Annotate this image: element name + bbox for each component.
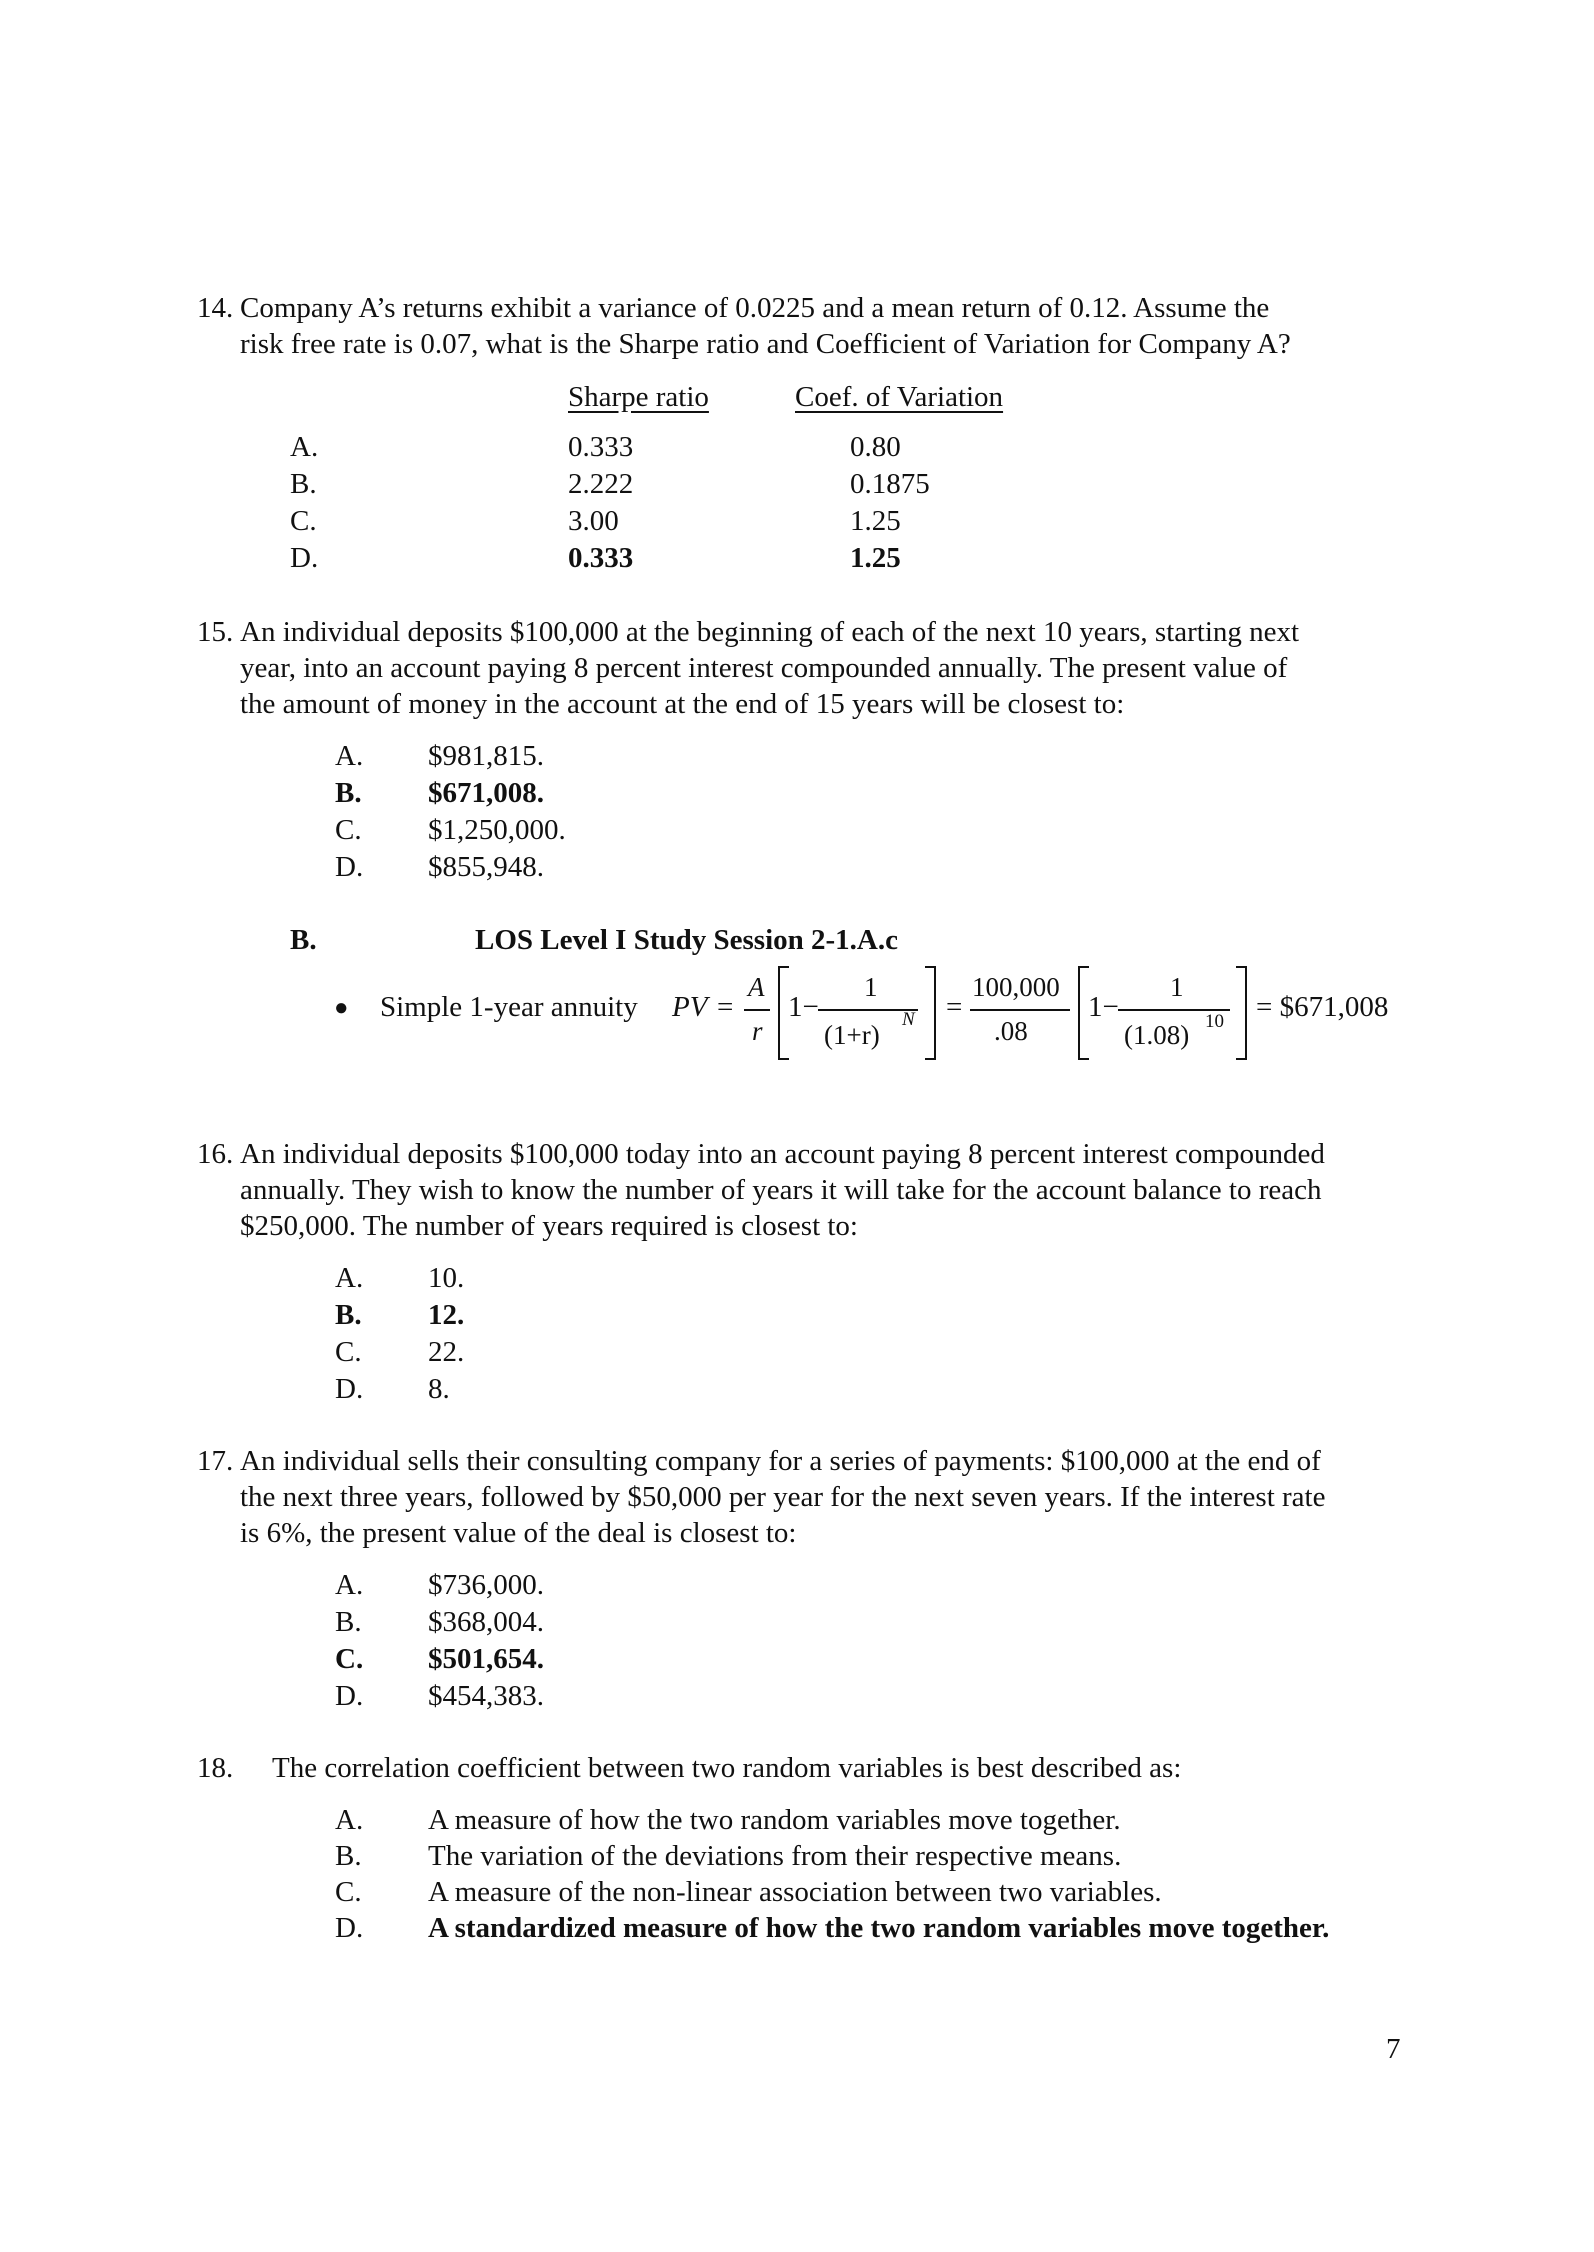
- question-number: 15.: [197, 616, 234, 648]
- question-text: is 6%, the present value of the deal is closest to:: [240, 1517, 797, 1549]
- option-letter-correct: B.: [335, 777, 362, 809]
- formula-equals: =: [717, 991, 734, 1023]
- option-text-correct: $501,654.: [428, 1643, 544, 1675]
- formula-denominator: (1.08): [1124, 1020, 1190, 1050]
- page-number: 7: [1386, 2033, 1401, 2065]
- option-letter-correct: B.: [335, 1299, 362, 1331]
- bullet-icon: ●: [334, 995, 349, 1021]
- formula-denominator: .08: [994, 1016, 1028, 1046]
- formula-denominator: (1+r): [824, 1020, 880, 1050]
- option-text: $855,948.: [428, 851, 544, 883]
- formula-r: r: [752, 1016, 763, 1046]
- option-text-correct: A standardized measure of how the two random variables move together.: [428, 1912, 1330, 1944]
- question-number: 14.: [197, 292, 234, 324]
- option-cv: 1.25: [850, 505, 901, 537]
- option-letter: D.: [335, 851, 364, 883]
- column-header-sharpe: Sharpe ratio: [568, 381, 709, 413]
- question-number: 18.: [197, 1752, 234, 1784]
- option-cv-correct: 1.25: [850, 542, 901, 574]
- option-text: The variation of the deviations from their respective means.: [428, 1840, 1122, 1872]
- option-letter: B.: [335, 1840, 362, 1872]
- question-text: annually. They wish to know the number of years it will take for the account balance to reach: [240, 1174, 1322, 1206]
- option-cv: 0.80: [850, 431, 901, 463]
- option-text-correct: 12.: [428, 1299, 465, 1331]
- bullet-text: Simple 1-year annuity: [380, 991, 638, 1023]
- option-text: 22.: [428, 1336, 465, 1368]
- fraction-bar: [744, 1009, 770, 1011]
- option-text: $736,000.: [428, 1569, 544, 1601]
- question-text: An individual sells their consulting company for a series of payments: $100,000 at the end of: [240, 1445, 1321, 1477]
- option-sharpe-correct: 0.333: [568, 542, 634, 574]
- option-letter: A.: [290, 431, 319, 463]
- fraction-bar: [970, 1009, 1070, 1011]
- formula-one: 1−: [1088, 991, 1119, 1023]
- option-letter: B.: [290, 468, 317, 500]
- formula-exponent: 10: [1205, 1011, 1224, 1032]
- question-text: An individual deposits $100,000 today into an account paying 8 percent interest compounded: [240, 1138, 1325, 1170]
- question-text: The correlation coefficient between two random variables is best described as:: [272, 1752, 1182, 1784]
- option-letter: A.: [335, 1804, 364, 1836]
- option-text: A measure of the non-linear association between two variables.: [428, 1876, 1162, 1908]
- option-letter: C.: [290, 505, 317, 537]
- option-sharpe: 3.00: [568, 505, 619, 537]
- option-letter: A.: [335, 1262, 364, 1294]
- option-letter: C.: [335, 1876, 362, 1908]
- los-reference: LOS Level I Study Session 2-1.A.c: [475, 924, 898, 956]
- option-letter: D.: [335, 1680, 364, 1712]
- option-text: A measure of how the two random variables move together.: [428, 1804, 1121, 1836]
- option-letter: A.: [335, 740, 364, 772]
- question-text: the amount of money in the account at the end of 15 years will be closest to:: [240, 688, 1125, 720]
- question-text: Company A’s returns exhibit a variance of 0.0225 and a mean return of 0.12. Assume the: [240, 292, 1270, 324]
- formula-pv: PV: [672, 991, 708, 1023]
- formula-A: A: [748, 972, 765, 1002]
- option-letter: C.: [335, 1336, 362, 1368]
- formula-result: = $671,008: [1256, 991, 1389, 1023]
- option-text-correct: $671,008.: [428, 777, 544, 809]
- option-sharpe: 0.333: [568, 431, 634, 463]
- question-text: $250,000. The number of years required is closest to:: [240, 1210, 858, 1242]
- question-text: risk free rate is 0.07, what is the Sharpe ratio and Coefficient of Variation for Company A?: [240, 328, 1291, 360]
- option-text: $1,250,000.: [428, 814, 566, 846]
- option-text: $981,815.: [428, 740, 544, 772]
- right-bracket: [925, 966, 936, 1060]
- answer-label: B.: [290, 924, 317, 956]
- option-letter: D.: [335, 1912, 364, 1944]
- option-letter: D.: [335, 1373, 364, 1405]
- option-text: $454,383.: [428, 1680, 544, 1712]
- option-text: $368,004.: [428, 1606, 544, 1638]
- option-letter: B.: [335, 1606, 362, 1638]
- formula-numerator: 1: [1170, 972, 1184, 1002]
- option-text: 10.: [428, 1262, 465, 1294]
- option-cv: 0.1875: [850, 468, 930, 500]
- option-letter: D.: [290, 542, 319, 574]
- question-text: year, into an account paying 8 percent interest compounded annually. The present value of: [240, 652, 1288, 684]
- option-sharpe: 2.222: [568, 468, 634, 500]
- question-text: the next three years, followed by $50,000 per year for the next seven years. If the interest rate: [240, 1481, 1326, 1513]
- right-bracket: [1236, 966, 1247, 1060]
- question-number: 16.: [197, 1138, 234, 1170]
- column-header-cv: Coef. of Variation: [795, 381, 1004, 413]
- formula-exponent: N: [902, 1009, 915, 1030]
- formula-numerator: 1: [864, 972, 878, 1002]
- option-letter-correct: C.: [335, 1643, 364, 1675]
- question-number: 17.: [197, 1445, 234, 1477]
- formula-one: 1−: [788, 991, 819, 1023]
- option-letter: C.: [335, 814, 362, 846]
- formula-numerator: 100,000: [972, 972, 1060, 1002]
- question-text: An individual deposits $100,000 at the beginning of each of the next 10 years, starting next: [240, 616, 1300, 648]
- option-text: 8.: [428, 1373, 450, 1405]
- formula-equals: =: [946, 991, 963, 1023]
- option-letter: A.: [335, 1569, 364, 1601]
